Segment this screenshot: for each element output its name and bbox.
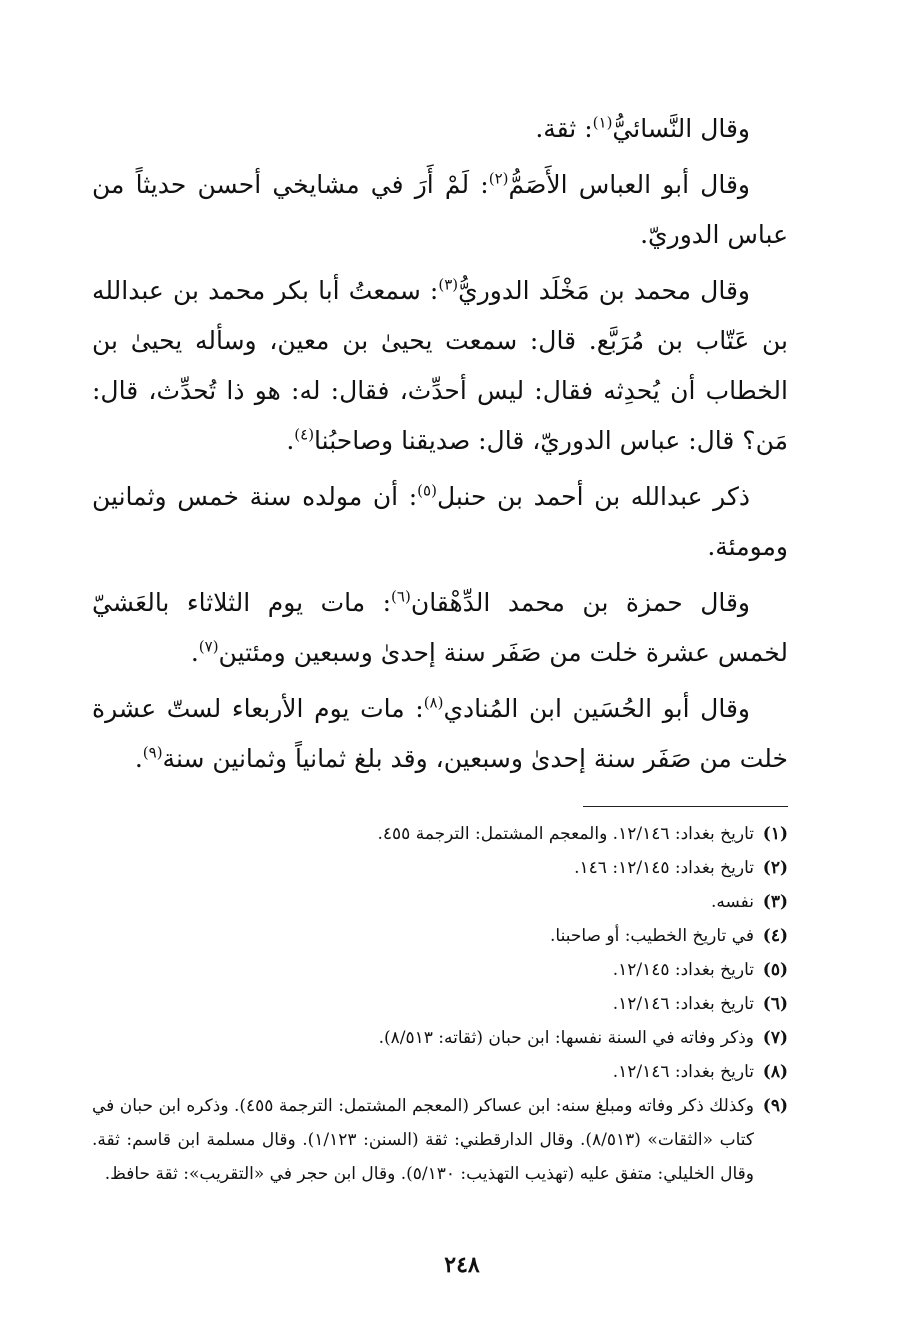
footnote-ref: (١) (592, 113, 613, 132)
footnote-number: (٣) (762, 892, 788, 912)
footnote-ref: (٦) (391, 587, 411, 606)
paragraph-nasai (92, 104, 788, 154)
footnote-divider (583, 806, 788, 807)
paragraph-makhlad (92, 266, 788, 466)
footnote-text: نفسه. (710, 892, 754, 912)
paragraph-abdullah (92, 472, 788, 572)
paragraph-text: وقال أبو العباس الأَصَمُّ (508, 170, 750, 199)
paragraph-end: . (190, 638, 199, 667)
footnote-ref: (٧) (198, 637, 219, 656)
footnote-item (92, 1089, 788, 1191)
footnote-text: وذكر وفاته في السنة نفسها: ابن حبان (ثقاته: ٨/٥١٣). (378, 1028, 754, 1048)
footnote-number: (٩) (762, 1096, 788, 1116)
footnote-item (92, 817, 788, 851)
footnote-number: (٤) (762, 926, 788, 946)
paragraph-asam (92, 160, 788, 260)
footnote-text: تاريخ بغداد: ١٢/١٤٥. (612, 960, 754, 980)
footnote-text: تاريخ بغداد: ١٢/١٤٦. (612, 994, 754, 1014)
footnote-ref: (٨) (423, 693, 444, 712)
paragraph-text: وقال أبو الحُسَين ابن المُنادي (443, 694, 750, 723)
paragraph-text: : مات يوم الأربعاء لستّ عشرة خلت من صَفَر سنة إحدىٰ وسبعين، وقد بلغ ثمانياً وثمانين سنة (92, 694, 788, 773)
paragraph-text: : أن مولده سنة خمس وثمانين ومومئة. (92, 482, 788, 561)
footnote-item (92, 1021, 788, 1055)
footnote-number: (٦) (762, 994, 788, 1014)
footnote-item (92, 1055, 788, 1089)
footnote-number: (٧) (762, 1028, 788, 1048)
paragraph-text: ذكر عبدالله بن أحمد بن حنبل (436, 482, 750, 511)
footnote-item (92, 953, 788, 987)
footnote-item (92, 885, 788, 919)
paragraph-text: : سمعتُ أبا بكر محمد بن عبدالله بن عَتّاب بن مُرَبَّع. قال: سمعت يحيىٰ بن معين، وسأله يحيىٰ بن الخطاب أن يُحدِثه فقال: ليس أحدِّث، فقال: له: هو ذا تُحدِّث، قال: مَن؟ قال: عباس الدوريّ، قال: صديقنا وصاحبُنا (92, 276, 788, 455)
footnote-text: تاريخ بغداد: ١٢/١٤٦. والمعجم المشتمل: الترجمة ٤٥٥. (377, 824, 754, 844)
footnote-ref: (٢) (488, 169, 509, 188)
paragraph-text: : مات يوم الثلاثاء بالعَشيّ لخمس عشرة خلت من صَفَر سنة إحدىٰ وسبعين ومئتين (92, 588, 788, 667)
paragraph-munadi (92, 684, 788, 784)
paragraph-hamza (92, 578, 788, 678)
footnote-text: تاريخ بغداد: ١٢/١٤٥: ١٤٦. (574, 858, 754, 878)
footnote-item (92, 851, 788, 885)
footnote-text: تاريخ بغداد: ١٢/١٤٦. (612, 1062, 754, 1082)
paragraph-text: وقال محمد بن مَخْلَد الدوريُّ (458, 276, 750, 305)
paragraph-text: وقال حمزة بن محمد الدِّهْقان (410, 588, 750, 617)
page-number: ٢٤٨ (444, 1252, 480, 1278)
footnote-ref: (٤) (294, 425, 315, 444)
paragraph-text: : ثقة. (535, 114, 593, 143)
footnote-text: وكذلك ذكر وفاته ومبلغ سنه: ابن عساكر (المعجم المشتمل: الترجمة ٤٥٥). وذكره ابن حبان في كتاب «الثقات» (٨/٥١٣). وقال الدارقطني: ثقة (السنن: ١/١٢٣). وقال مسلمة ابن قاسم: ثقة. وقال الخليلي: متفق عليه (تهذيب التهذيب: ٥/١٣٠). وقال ابن حجر في «التقريب»: ثقة حافظ. (92, 1096, 754, 1184)
footnote-number: (٥) (762, 960, 788, 980)
footnote-ref: (٩) (142, 743, 163, 762)
paragraph-end: . (134, 744, 143, 773)
footnotes (92, 817, 788, 1191)
footnote-number: (٢) (762, 858, 788, 878)
footnote-item (92, 987, 788, 1021)
footnote-ref: (٣) (438, 275, 459, 294)
paragraph-text: وقال النَّسائيُّ (612, 114, 750, 143)
book-page (92, 96, 788, 1316)
paragraph-text: : لَمْ أَرَ في مشايخي أحسن حديثاً من عباس الدوريّ. (92, 170, 788, 249)
paragraph-end: . (286, 426, 295, 455)
footnote-item (92, 919, 788, 953)
footnote-text: في تاريخ الخطيب: أو صاحبنا. (549, 926, 754, 946)
footnote-number: (١) (762, 824, 788, 844)
footnote-number: (٨) (762, 1062, 788, 1082)
footnote-ref: (٥) (417, 481, 437, 500)
